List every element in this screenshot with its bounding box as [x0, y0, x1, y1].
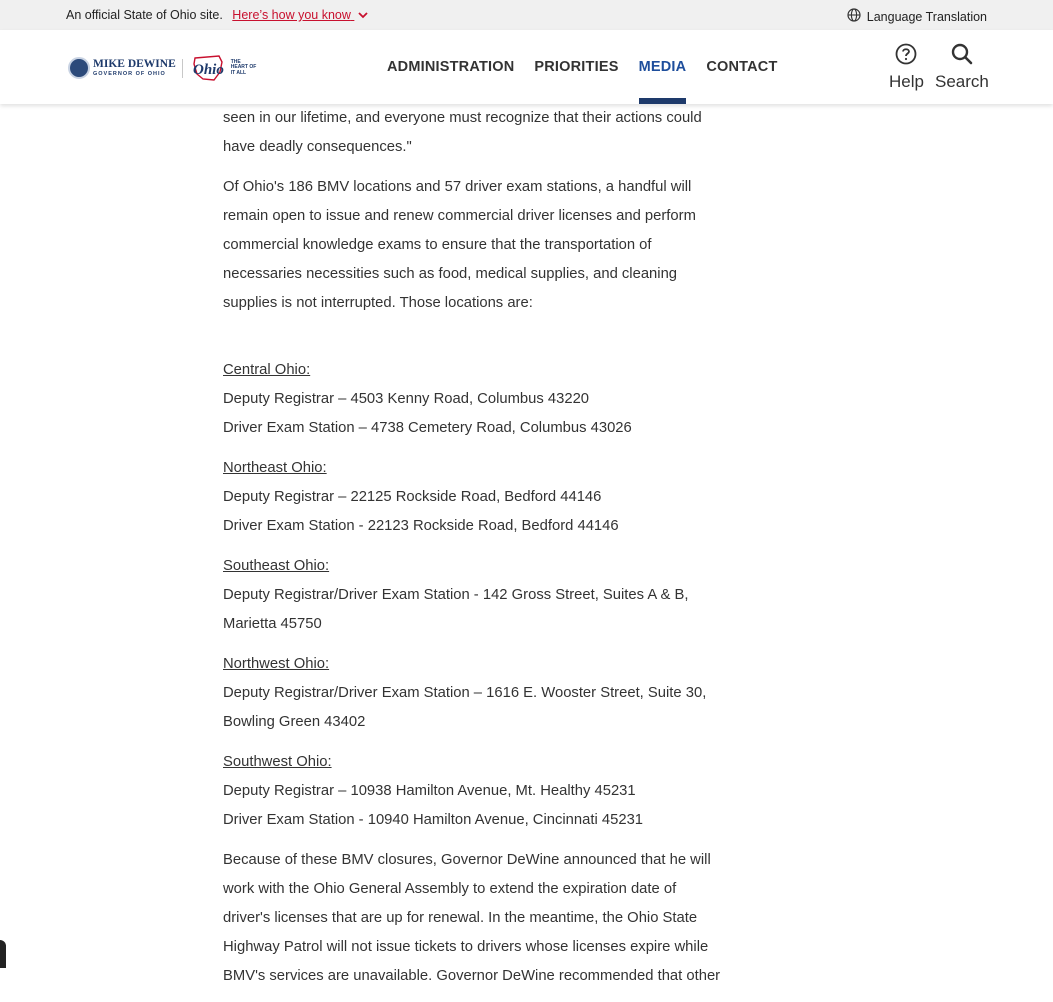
nav-administration[interactable]: ADMINISTRATION [387, 59, 515, 75]
official-text: An official State of Ohio site. [66, 8, 223, 22]
logo-name: MIKE DEWINE [93, 57, 176, 70]
locations-paragraph [223, 173, 723, 318]
official-notice [66, 8, 368, 22]
nav-contact[interactable]: CONTACT [706, 59, 778, 75]
para-line: BMV's services are unavailable. Governor DeWine recommended that other [223, 968, 721, 984]
location-line: Deputy Registrar/Driver Exam Station – 1616 E. Wooster Street, Suite 30, [223, 685, 707, 701]
official-site-banner [0, 0, 1053, 30]
region-title: Northeast Ohio: [223, 460, 327, 476]
location-line: Driver Exam Station - 22123 Rockside Road, Bedford 44146 [223, 518, 619, 534]
ohio-outline-icon [189, 52, 229, 84]
region-title: Southwest Ohio: [223, 754, 332, 770]
location-line: Driver Exam Station – 4738 Cemetery Road, Columbus 43026 [223, 420, 632, 436]
chevron-down-icon [358, 8, 368, 22]
intro-line: seen in our lifetime, and everyone must recognize that their actions could [223, 110, 702, 126]
globe-icon [847, 8, 861, 25]
para-line: remain open to issue and renew commercial driver licenses and perform [223, 208, 696, 224]
site-header [0, 30, 1053, 104]
region-title: Central Ohio: [223, 362, 311, 378]
search-icon [951, 43, 973, 70]
how-you-know-label: Here’s how you know [232, 8, 351, 22]
search-label: Search [935, 72, 989, 91]
closures-paragraph [223, 846, 723, 991]
ohio-seal-icon [68, 57, 90, 79]
region-central-ohio [223, 356, 723, 443]
governor-logo[interactable] [68, 48, 257, 88]
nav-priorities[interactable]: PRIORITIES [534, 59, 619, 75]
logo-subtitle: GOVERNOR OF OHIO [93, 71, 166, 77]
para-line: necessaries necessities such as food, medical supplies, and cleaning [223, 266, 678, 282]
para-line: Because of these BMV closures, Governor DeWine announced that he will [223, 852, 711, 868]
location-line: Driver Exam Station - 10940 Hamilton Avenue, Cincinnati 45231 [223, 812, 644, 828]
location-line: Marietta 45750 [223, 616, 322, 632]
logo-ohio-text: Ohio [192, 62, 224, 78]
help-label: Help [889, 72, 924, 91]
nav-media[interactable]: MEDIA [629, 30, 697, 104]
governor-name-block [93, 59, 183, 78]
language-translation-label: Language Translation [866, 9, 987, 24]
para-line: commercial knowledge exams to ensure that the transportation of [223, 237, 652, 253]
logo-tagline: THE HEART OF IT ALL [230, 58, 257, 76]
location-line: Deputy Registrar – 10938 Hamilton Avenue, Mt. Healthy 45231 [223, 783, 636, 799]
language-translation-button[interactable] [847, 8, 987, 25]
region-southwest-ohio [223, 748, 723, 835]
main-nav [377, 30, 788, 104]
article-body [223, 104, 723, 1002]
help-icon [895, 43, 917, 70]
para-line: work with the Ohio General Assembly to extend the expiration date of [223, 881, 677, 897]
how-you-know-link[interactable] [232, 8, 368, 22]
region-northeast-ohio [223, 454, 723, 541]
intro-paragraph [223, 104, 723, 162]
para-line: Highway Patrol will not issue tickets to drivers whose licenses expire while [223, 939, 709, 955]
region-title: Southeast Ohio: [223, 558, 330, 574]
help-button[interactable] [889, 43, 924, 92]
region-title: Northwest Ohio: [223, 656, 330, 672]
para-line: driver's licenses that are up for renewal. In the meantime, the Ohio State [223, 910, 698, 926]
location-line: Deputy Registrar – 4503 Kenny Road, Columbus 43220 [223, 391, 590, 407]
ohio-brand-mark [189, 52, 257, 84]
location-line: Deputy Registrar/Driver Exam Station - 142 Gross Street, Suites A & B, [223, 587, 689, 603]
intro-line: have deadly consequences." [223, 139, 412, 155]
region-northwest-ohio [223, 650, 723, 737]
spacer [223, 329, 723, 356]
location-line: Deputy Registrar – 22125 Rockside Road, Bedford 44146 [223, 489, 602, 505]
window-corner [0, 940, 6, 968]
search-button[interactable] [935, 43, 989, 92]
para-line: supplies is not interrupted. Those locations are: [223, 295, 533, 311]
region-southeast-ohio [223, 552, 723, 639]
location-line: Bowling Green 43402 [223, 714, 366, 730]
para-line: Of Ohio's 186 BMV locations and 57 driver exam stations, a handful will [223, 179, 692, 195]
